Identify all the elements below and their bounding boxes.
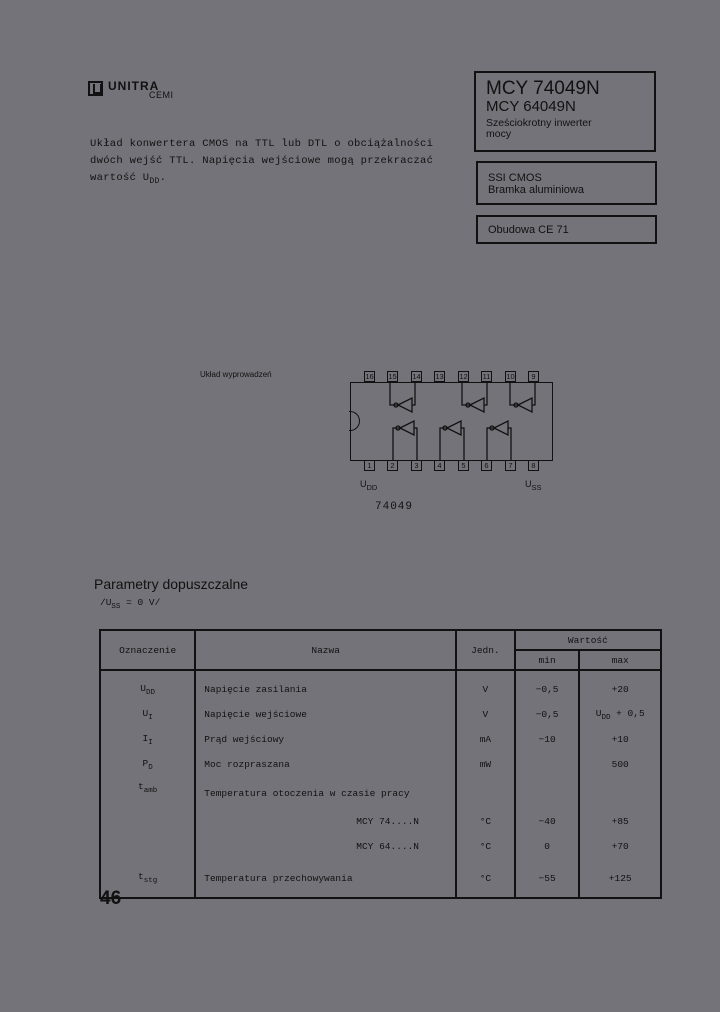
cell-unit: °C [456, 809, 515, 834]
cell-symbol: $I_I$ [100, 727, 195, 752]
pin-1: 1 [364, 460, 375, 471]
intro-line-2: dwóch wejść TTL. Napięcia wejściowe mogą przekraczać [90, 155, 434, 167]
pin-15: 15 [388, 372, 397, 381]
intro-paragraph [90, 136, 450, 190]
pin-6: 6 [481, 460, 492, 471]
logo-brand: UNITRA [108, 79, 160, 93]
section-title: Parametry dopuszczalne [94, 576, 249, 592]
description-line-2: mocy [486, 128, 512, 140]
cell-min [515, 752, 580, 777]
cell-unit: °C [456, 834, 515, 859]
unitra-logo-icon [88, 81, 103, 96]
cell-name: Napięcie zasilania [195, 670, 456, 702]
cell-min: 0 [515, 834, 580, 859]
vss-label [525, 479, 542, 492]
cell-min: −40 [515, 809, 580, 834]
cell-symbol: $t_{amb}$ [100, 777, 195, 809]
pin-10: 10 [506, 372, 515, 381]
intro-line-3-sub: DD [149, 177, 160, 187]
cell-unit: mW [456, 752, 515, 777]
vdd-sub: DD [366, 482, 378, 492]
vdd-symbol: U [360, 479, 367, 489]
table-row [100, 834, 661, 859]
section-condition [100, 597, 160, 611]
col-symbol: Oznaczenie [100, 630, 195, 670]
cell-symbol: $U_I$ [100, 702, 195, 727]
table-row [100, 777, 661, 809]
cell-min: −10 [515, 727, 580, 752]
pin-5: 5 [458, 460, 469, 471]
unitra-logo [88, 79, 188, 103]
cell-max: $U_{DD} + 0,5$ [579, 702, 661, 727]
cell-min: −55 [515, 859, 580, 898]
cell-symbol: $P_D$ [100, 752, 195, 777]
pinout-label: Układ wyprowadzeń [200, 370, 272, 379]
cell-min: −0,5 [515, 702, 580, 727]
pin-12: 12 [459, 372, 468, 381]
part-primary: MCY 74049N [486, 78, 600, 99]
package-box [476, 215, 657, 244]
package-label: Obudowa CE 71 [488, 224, 569, 236]
cell-max: +70 [579, 834, 661, 859]
condition-post: = 0 V/ [120, 597, 161, 608]
pin-3: 3 [411, 460, 422, 471]
cell-max: +20 [579, 670, 661, 702]
pin-9: 9 [528, 371, 539, 382]
col-max: max [579, 650, 661, 670]
cell-name: MCY 74....N [195, 809, 456, 834]
cell-symbol: $t_{stg}$ [100, 859, 195, 898]
table-row [100, 859, 661, 898]
cell-symbol [100, 809, 195, 834]
part-number-box [474, 71, 656, 152]
cell-symbol [100, 834, 195, 859]
pin-14: 14 [412, 372, 421, 381]
logo-sub: CEMI [149, 90, 174, 100]
col-name: Nazwa [195, 630, 456, 670]
table-row [100, 809, 661, 834]
pin-7: 7 [505, 460, 516, 471]
table-row [100, 752, 661, 777]
pin-2: 2 [387, 460, 398, 471]
cell-name: Moc rozpraszana [195, 752, 456, 777]
table-row [100, 702, 661, 727]
intro-line-3-end: . [159, 172, 167, 184]
pin-4: 4 [434, 460, 445, 471]
col-min: min [515, 650, 580, 670]
cell-max: 500 [579, 752, 661, 777]
cell-max: +10 [579, 727, 661, 752]
vdd-label [360, 479, 377, 492]
cell-min [515, 777, 580, 809]
tech-line-1: SSI CMOS [488, 172, 542, 184]
col-value: Wartość [515, 630, 661, 650]
intro-line-1: Układ konwertera CMOS na TTL lub DTL o obciążalności [90, 138, 434, 150]
table-row [100, 670, 661, 702]
pin-13: 13 [435, 372, 444, 381]
vss-sub: SS [531, 482, 542, 492]
description-line-1: Sześciokrotny inwerter [486, 117, 592, 129]
condition-sub: SS [111, 602, 121, 611]
cell-name: Prąd wejściowy [195, 727, 456, 752]
cell-min: −0,5 [515, 670, 580, 702]
part-secondary: MCY 64049N [486, 98, 576, 115]
table-row [100, 727, 661, 752]
cell-unit: °C [456, 859, 515, 898]
tech-line-2: Bramka aluminiowa [488, 184, 584, 196]
cell-name: Temperatura przechowywania [195, 859, 456, 898]
intro-line-3 [90, 170, 450, 190]
cell-unit [456, 777, 515, 809]
cell-max: +85 [579, 809, 661, 834]
col-unit: Jedn. [456, 630, 515, 670]
pin-16: 16 [365, 372, 374, 381]
technology-box [476, 161, 657, 205]
parameters-table [99, 629, 662, 899]
cell-name: MCY 64....N [195, 834, 456, 859]
chip-diagram [350, 372, 553, 470]
cell-max: +125 [579, 859, 661, 898]
cell-unit: V [456, 702, 515, 727]
chip-name: 74049 [375, 501, 414, 513]
vss-symbol: U [525, 479, 532, 489]
cell-name: Napięcie wejściowe [195, 702, 456, 727]
cell-symbol: $U_{DD}$ [100, 670, 195, 702]
intro-line-3-text: wartość U [90, 172, 150, 184]
cell-unit: V [456, 670, 515, 702]
condition-pre: /U [100, 597, 112, 608]
inverter-gates-diagram [350, 382, 553, 461]
page-number: 46 [100, 888, 122, 909]
pin-11: 11 [482, 372, 491, 381]
pin-8: 8 [528, 460, 539, 471]
cell-name: Temperatura otoczenia w czasie pracy [195, 777, 456, 809]
cell-unit: mA [456, 727, 515, 752]
cell-max [579, 777, 661, 809]
